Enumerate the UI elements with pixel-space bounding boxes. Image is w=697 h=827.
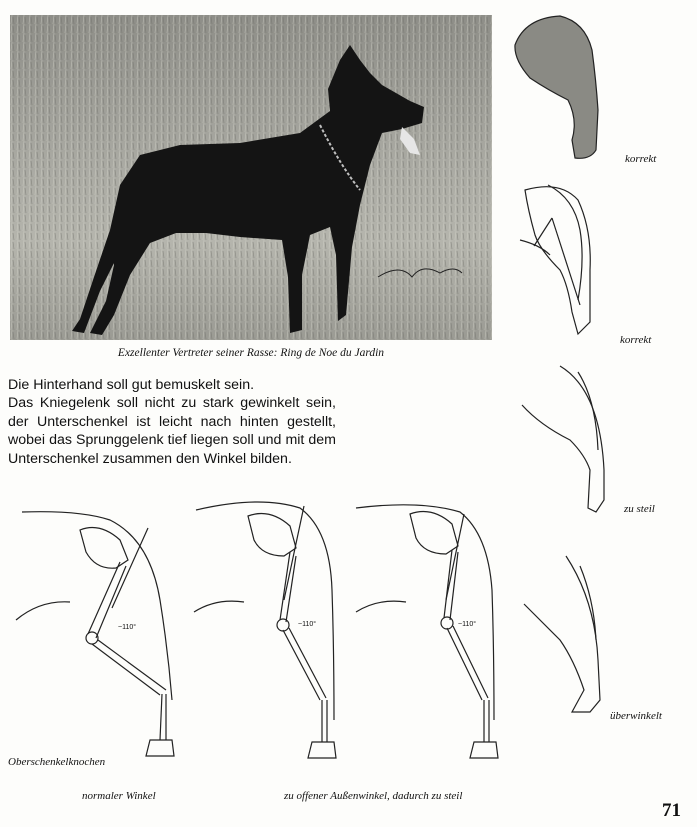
angle-mark-1: ~110° bbox=[118, 624, 137, 631]
angle-mark-3: ~110° bbox=[458, 621, 477, 628]
body-line-2: Das Kniegelenk soll nicht zu stark gewinkelt sein, der Unterschenkel ist leicht nach hinten gestellt, wobei das Sprunggelenk tief liegen soll und mit dem Unterschenkel zusammen den Winkel bilden. bbox=[8, 395, 336, 467]
photo-caption: Exzellenter Vertreter seiner Rasse: Ring de Noe du Jardin bbox=[117, 347, 385, 359]
label-open-angle: zu offener Außenwinkel, dadurch zu steil bbox=[284, 790, 463, 802]
label-ueberwinkelt: überwinkelt bbox=[610, 710, 662, 722]
label-femur: Oberschenkelknochen bbox=[8, 756, 106, 768]
label-korrekt-1: korrekt bbox=[625, 153, 657, 165]
diagram-open-angle-2 bbox=[356, 505, 498, 758]
diagram-open-angle-1 bbox=[194, 502, 336, 758]
page-number: 71 bbox=[662, 800, 681, 821]
angle-mark-2: ~110° bbox=[298, 621, 317, 628]
label-normal-angle: normaler Winkel bbox=[82, 790, 156, 802]
diagram-normal-angle bbox=[16, 512, 174, 756]
body-line-1: Die Hinterhand soll gut bemuskelt sein. bbox=[8, 377, 255, 393]
label-korrekt-2: korrekt bbox=[620, 334, 652, 346]
label-zu-steil: zu steil bbox=[624, 503, 655, 515]
